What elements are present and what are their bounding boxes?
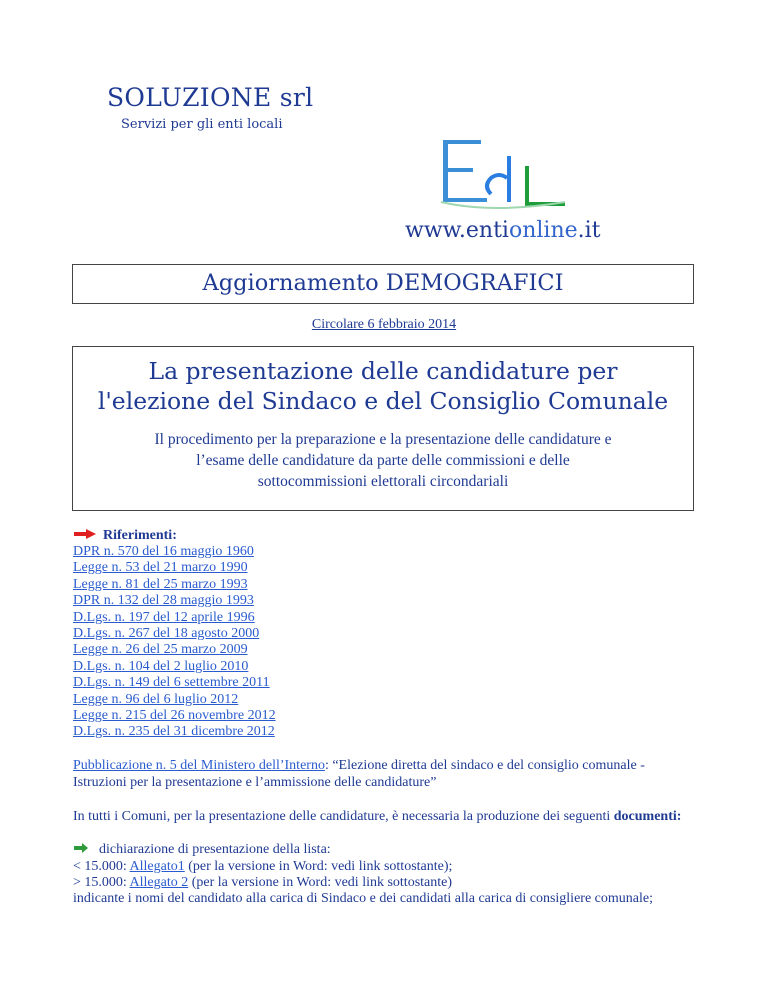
list-item [73, 544, 276, 560]
website-suffix: .it [577, 218, 601, 243]
allegato-1-line [73, 859, 452, 875]
reference-link[interactable]: Legge n. 81 del 25 marzo 1993 [73, 576, 248, 592]
list-item [73, 642, 276, 658]
circular-date: Circolare 6 febbraio 2014 [311, 317, 457, 332]
list-item [73, 560, 276, 576]
reference-link[interactable]: D.Lgs. n. 197 del 12 aprile 1996 [73, 609, 255, 625]
reference-link[interactable]: D.Lgs. n. 267 del 18 agosto 2000 [73, 626, 260, 642]
website-accent: online [508, 218, 578, 243]
article-subtitle-line-2: l’esame delle candidature da parte delle commissioni e delle [196, 452, 570, 469]
list-item [73, 659, 276, 675]
list-item [73, 708, 276, 724]
article-title-box [72, 346, 694, 511]
references-heading-label: Riferimenti: [103, 528, 177, 543]
green-arrow-icon [73, 843, 89, 853]
intro-bold-text: documenti: [613, 809, 682, 824]
reference-link[interactable]: Legge n. 96 del 6 luglio 2012 [73, 691, 239, 707]
allegato-2-prefix: > 15.000: [73, 875, 130, 890]
ministry-link[interactable]: Pubblicazione n. 5 del Ministero dell’Interno [73, 758, 325, 773]
intro-text: In tutti i Comuni, per la presentazione delle candidature, è necessaria la produzione dei seguenti [73, 809, 614, 824]
allegato-2-link[interactable]: Allegato 2 [129, 875, 189, 890]
list-item [73, 626, 276, 642]
allegato-1-prefix: < 15.000: [73, 859, 130, 874]
list-item [73, 675, 276, 691]
list-item [73, 692, 276, 708]
reference-link[interactable]: DPR n. 570 del 16 maggio 1960 [73, 544, 254, 559]
reference-link[interactable]: D.Lgs. n. 149 del 6 settembre 2011 [73, 675, 270, 691]
reference-link[interactable]: D.Lgs. n. 235 del 31 dicembre 2012 [73, 724, 275, 740]
allegato-1-link[interactable]: Allegato1 [129, 859, 185, 874]
list-item [73, 593, 276, 609]
ministry-description: : “Elezione diretta del sindaco e del consiglio comunale - Istruzioni per la presentazione e l’ammissione delle candidature” [73, 758, 645, 790]
red-arrow-icon [73, 528, 97, 540]
reference-link[interactable]: Legge n. 215 del 26 novembre 2012 [73, 708, 276, 724]
indicating-paragraph: indicante i nomi del candidato alla carica di Sindaco e dei candidati alla carica di consigliere comunale; [73, 891, 653, 906]
bullet-item [73, 842, 331, 858]
article-subtitle-line-3: sottocommissioni elettorali circondariali [257, 473, 509, 490]
list-item [73, 724, 276, 740]
reference-link[interactable]: Legge n. 53 del 21 marzo 1990 [73, 560, 248, 576]
brand-name: SOLUZIONE srl [107, 83, 314, 112]
allegato-1-suffix: (per la versione in Word: vedi link sottostante); [184, 859, 453, 874]
references-heading [73, 528, 177, 544]
article-subtitle-line-1: Il procedimento per la preparazione e la presentazione delle candidature e [154, 431, 612, 448]
section-header-box [72, 264, 694, 304]
website-url[interactable] [405, 218, 601, 243]
ministry-reference [73, 758, 695, 791]
list-item [73, 610, 276, 626]
intro-paragraph [73, 809, 695, 826]
article-title-line-2: l'elezione del Sindaco e del Consiglio Comunale [97, 387, 669, 415]
brand-tagline: Servizi per gli enti locali [121, 117, 283, 132]
list-item [73, 577, 276, 593]
website-prefix: www.enti [405, 218, 509, 243]
reference-link[interactable]: DPR n. 132 del 28 maggio 1993 [73, 593, 254, 609]
article-title-line-1: La presentazione delle candidature per [148, 357, 618, 385]
bullet-text: dichiarazione di presentazione della lista: [99, 842, 331, 857]
section-title: Aggiornamento DEMOGRAFICI [202, 270, 564, 296]
entionline-logo-icon [433, 136, 573, 218]
references-list [73, 544, 276, 741]
allegato-2-suffix: (per la versione in Word: vedi link sottostante) [188, 875, 453, 890]
reference-link[interactable]: D.Lgs. n. 104 del 2 luglio 2010 [73, 658, 249, 674]
allegato-2-line [73, 875, 452, 891]
reference-link[interactable]: Legge n. 26 del 25 marzo 2009 [73, 642, 248, 658]
